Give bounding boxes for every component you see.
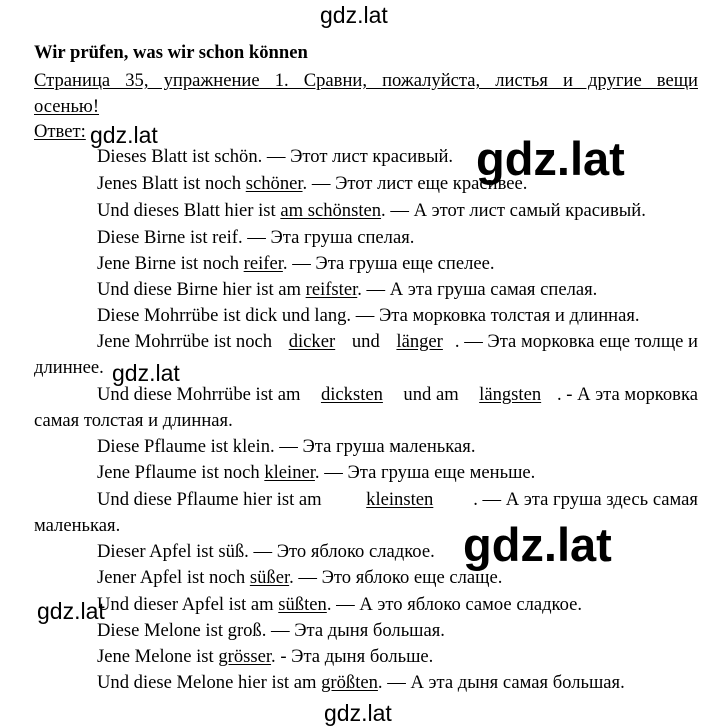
underlined-word: längsten [479, 384, 542, 405]
text: Und dieser Apfel ist am [97, 594, 279, 615]
text: . - А эта морковка [556, 384, 698, 405]
text: . — Это яблоко еще слаще. [289, 567, 503, 588]
text: Jene Pflaume ist noch [97, 462, 265, 483]
answer-line-3 [97, 200, 646, 222]
answer-line-14 [97, 489, 698, 511]
text: . — А эта дыня самая большая. [377, 672, 625, 693]
answer-line-16: Dieser Apfel ist süß. — Это яблоко сладкое. [97, 541, 435, 562]
page-title: Wir prüfen, was wir schon können [34, 42, 308, 63]
answer-line-7: Diese Mohrrübe ist dick und lang. — Эта морковка толстая и длинная. [97, 305, 640, 326]
watermark-bottom: gdz.lat [324, 700, 392, 726]
underlined-word: am schönsten [280, 200, 382, 221]
text: Jene Birne ist noch [97, 253, 244, 274]
text: und [347, 331, 385, 352]
watermark-small-1: gdz.lat [90, 122, 158, 148]
text: und am [398, 384, 464, 405]
answer-line-19: Diese Melone ist groß. — Эта дыня большая. [97, 620, 445, 641]
text: . — Эта груша еще спелее. [282, 253, 495, 274]
task-text-2: осенью! [34, 96, 100, 117]
underlined-word: schöner [245, 173, 303, 194]
text: Und diese Mohrrübe ist am [97, 384, 306, 405]
watermark-small-2: gdz.lat [112, 360, 180, 386]
text: Jene Melone ist [97, 646, 219, 667]
answer-line-2 [97, 173, 527, 195]
answer-line-12: Diese Pflaume ist klein. — Эта груша маленькая. [97, 436, 476, 457]
text: . — А этот лист самый красивый. [381, 200, 646, 221]
underlined-word: länger [396, 331, 443, 352]
underlined-word: kleinsten [366, 489, 434, 510]
answer-line-18 [97, 594, 582, 616]
answer-line-10 [97, 384, 698, 406]
answer-line-21 [97, 672, 625, 694]
answer-line-5 [97, 253, 495, 275]
text: Jenes Blatt ist noch [97, 173, 246, 194]
answer-line-1: Dieses Blatt ist schön. — Этот лист красивый. [97, 146, 454, 167]
task-line-2 [34, 96, 99, 118]
text: Und diese Pflaume hier ist am [97, 489, 327, 510]
text: . — А эта груша здесь самая [473, 489, 698, 510]
answer-line-11: самая толстая и длинная. [34, 410, 233, 431]
underlined-word: dicksten [320, 384, 383, 405]
text: . — Эта морковка еще толще и [454, 331, 698, 352]
task-text-1: Страница 35, упражнение 1. Сравни, пожалуйста, листья и другие вещи [34, 70, 698, 91]
watermark-small-3: gdz.lat [37, 598, 105, 624]
watermark-large-1: gdz.lat [476, 132, 625, 185]
text: Jener Apfel ist noch [97, 567, 250, 588]
text: . — Эта груша еще меньше. [314, 462, 536, 483]
underlined-word: kleiner [264, 462, 315, 483]
text: Und dieses Blatt hier ist [97, 200, 281, 221]
task-line-1 [34, 70, 698, 92]
answer-line-4: Diese Birne ist reif. — Эта груша спелая. [97, 227, 415, 248]
text: . — А это яблоко самое сладкое. [326, 594, 583, 615]
answer-line-20 [97, 646, 433, 668]
answer-line-8 [97, 331, 698, 353]
underlined-word: reifster [305, 279, 358, 300]
answer-label [34, 121, 86, 143]
text: Jene Mohrrübe ist noch [97, 331, 277, 352]
answer-label-text: Ответ: [34, 121, 86, 142]
answer-line-9: длиннее. [34, 357, 104, 378]
text: Und diese Birne hier ist am [97, 279, 306, 300]
text: Und diese Melone hier ist am [97, 672, 322, 693]
underlined-word: reifer [243, 253, 283, 274]
underlined-word: süßten [278, 594, 327, 615]
underlined-word: größten [321, 672, 378, 693]
watermark-top: gdz.lat [320, 2, 388, 28]
underlined-word: süßer [249, 567, 290, 588]
underlined-word: dicker [288, 331, 336, 352]
text: . - Эта дыня больше. [271, 646, 434, 667]
answer-line-17 [97, 567, 502, 589]
answer-line-13 [97, 462, 535, 484]
underlined-word: grösser [218, 646, 272, 667]
text: . — Этот лист еще красивее. [302, 173, 528, 194]
watermark-large-2: gdz.lat [463, 518, 612, 571]
answer-line-6 [97, 279, 597, 301]
answer-line-15: маленькая. [34, 515, 121, 536]
text: . — А эта груша самая спелая. [357, 279, 598, 300]
